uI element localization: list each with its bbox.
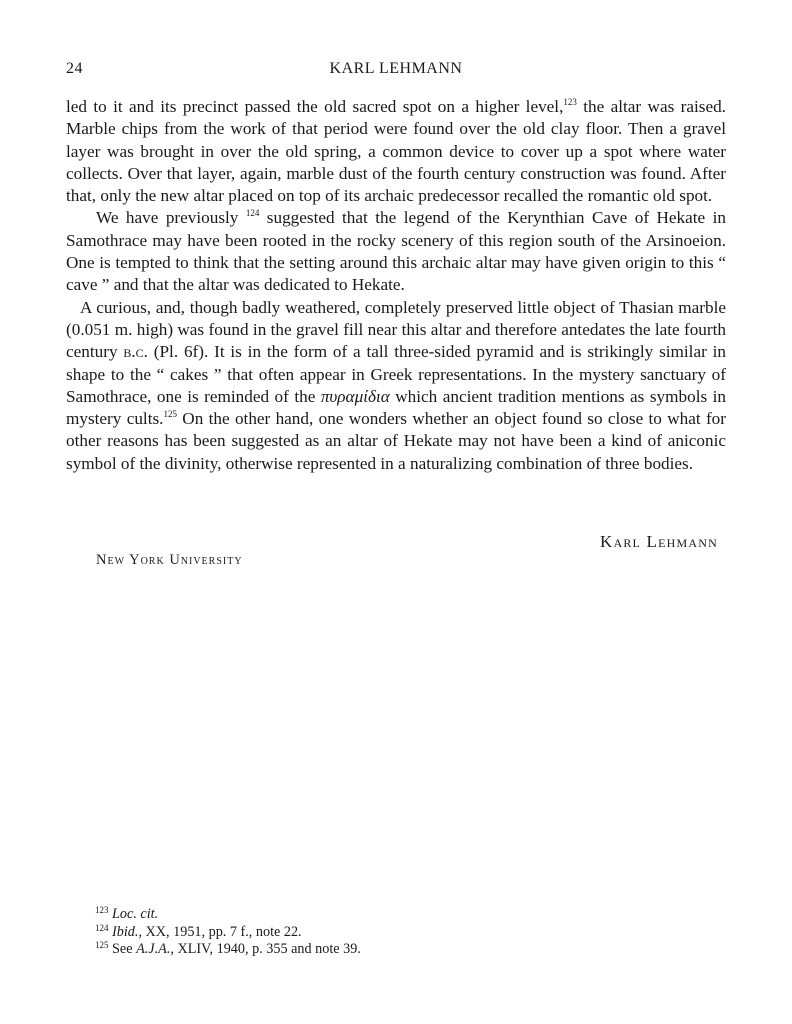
signature-block [66, 532, 726, 582]
running-head [66, 60, 726, 82]
footnote-124 [95, 924, 655, 942]
footnote-citation: Loc. cit. [112, 906, 159, 922]
footnote-prefix: See [108, 941, 137, 957]
greek-word: πυραμίδια [320, 386, 390, 406]
footnote-text: , XX, 1951, pp. 7 f., note 22. [138, 923, 302, 940]
body-text [66, 96, 726, 475]
paragraph-1-text-b: the altar was raised. Marble chips from the work of that period were found over the old clay floor. Then a gravel layer was brought in over the old spring, a common device to cover up a spot where water collects. Over that layer, again, marble dust of the fourth century construction was found. After that, only the new altar placed on top of its archaic predecessor recalled the romantic old spot. [66, 97, 726, 206]
footnote-citation: A.J.A. [136, 941, 171, 957]
footnote-ref-123[interactable]: 123 [563, 97, 577, 107]
era-abbreviation: b.c. [123, 342, 148, 362]
paragraph-3-text-b: (Pl. 6f). It is in the form of a tall three-sided pyramid and is strikingly similar in shape to the “ cakes ” that often appear in Greek representations. In the mystery sanctuary of Samothrace, one is reminded of the [66, 342, 726, 406]
paragraph-3-text-c: which ancient tradition mentions as symbols in mystery cults. [66, 386, 726, 429]
footnotes [95, 906, 655, 959]
footnote-ref-124[interactable]: 124 [245, 208, 260, 219]
page-number: 24 [66, 60, 83, 77]
footnote-number: 125 [95, 940, 109, 950]
author-signature: Karl Lehmann [600, 532, 718, 551]
paragraph-2-text-b: suggested that the legend of the Kerynthian Cave of Hekate in Samothrace may have been rooted in the rocky scenery of this region south of the Arsinoeion. One is tempted to think that the setting around this archaic altar may have given origin to this “ cave ” and that the altar was dedicated to Hekate. [66, 208, 726, 295]
paragraph-2 [66, 207, 726, 296]
paragraph-1 [66, 96, 726, 207]
footnote-number: 123 [95, 905, 109, 915]
running-title: KARL LEHMANN [329, 60, 463, 77]
footnote-text: , XLIV, 1940, p. 355 and note 39. [170, 941, 361, 957]
page [66, 0, 726, 1024]
author-affiliation: New York University [96, 552, 243, 568]
footnote-125 [95, 941, 655, 959]
paragraph-2-text-a: We have previously [96, 208, 246, 228]
paragraph-3-text-a: A curious, and, though badly weathered, completely preserved little object of Thasian marble (0.051 m. high) was found in the gravel fill near this altar and therefore antedates the late fourth century [66, 297, 726, 362]
paragraph-3 [66, 297, 726, 475]
footnote-citation: Ibid. [112, 923, 139, 940]
paragraph-1-text-a: led to it and its precinct passed the old sacred spot on a higher level, [66, 97, 564, 116]
footnote-ref-125[interactable]: 125 [163, 409, 177, 420]
footnote-number: 124 [95, 922, 109, 933]
paragraph-3-text-d: On the other hand, one wonders whether an object found so close to what for other reasons has been suggested as an altar of Hekate may not have been a kind of aniconic symbol of the divinity, otherwise represented in a naturalizing combination of three bodies. [66, 409, 726, 473]
footnote-123 [95, 906, 655, 924]
